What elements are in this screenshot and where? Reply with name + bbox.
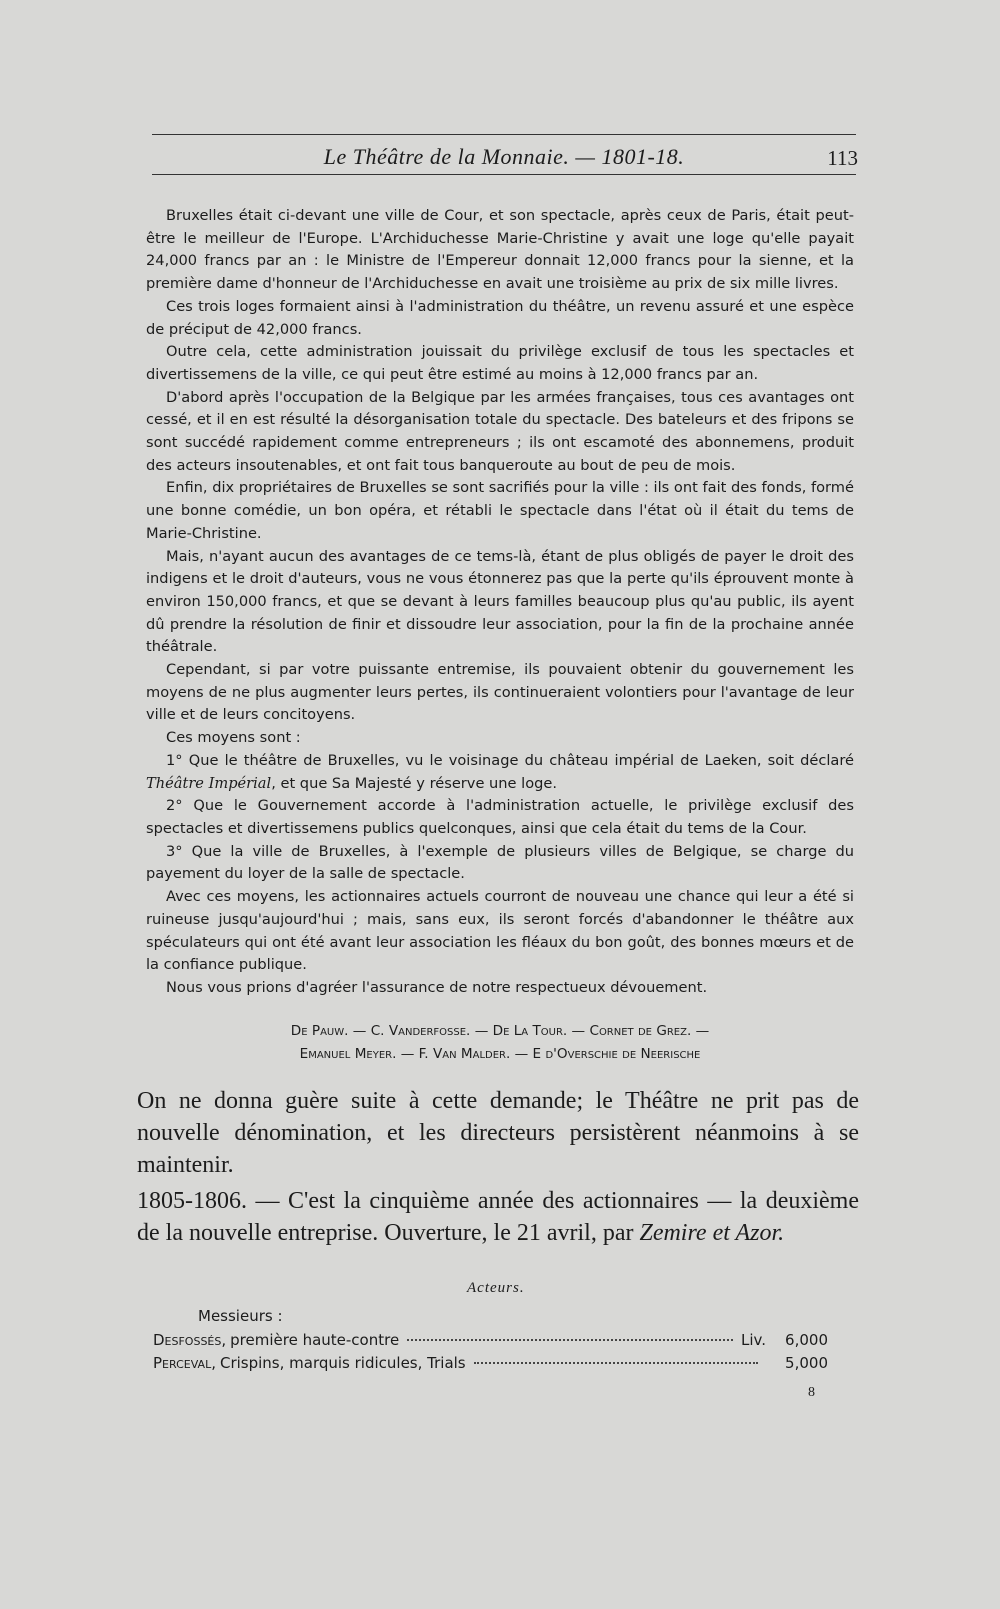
letter-paragraph: Ces moyens sont : (166, 729, 301, 747)
signatories-line-1: De Pauw. — C. Vanderfosse. — De La Tour. — Cornet de Grez. — (290, 1023, 710, 1039)
actor-role: Crispins, marquis ridicules, Trials (219, 1354, 466, 1372)
quoted-letter (146, 205, 854, 1000)
dot-leader (474, 1362, 758, 1364)
letter-paragraph: Outre cela, cette administration jouissait du privilège exclusif de tous les spectacles et divertissemens de la ville, ce qui peut être estimé au moins à 12,000 francs par an. (146, 343, 854, 383)
letter-paragraph: Cependant, si par votre puissante entremise, ils pouvaient obtenir du gouvernement les moyens de ne plus augmenter leurs pertes, ils continueraient volontiers pour l'avantage de leur ville et de leurs concitoyens. (146, 661, 854, 724)
salary-unit: Liv. (740, 1331, 766, 1349)
signatories (146, 1020, 854, 1066)
narrative-paragraph: On ne donna guère suite à cette demande; le Théâtre ne prit pas de nouvelle dénomination, et les directeurs persistèrent néanmoins à se maintenir. (137, 1088, 859, 1178)
dot-leader (407, 1339, 733, 1341)
running-header-title: Le Théâtre de la Monnaie. — 1801-18. (323, 144, 685, 169)
item-1-italic: Théâtre Impérial (146, 774, 272, 792)
cast-group-label: Messieurs : (198, 1307, 283, 1325)
letter-item-1 (146, 750, 854, 795)
actor-name: Perceval, (153, 1354, 216, 1372)
letter-paragraph: D'abord après l'occupation de la Belgique par les armées françaises, tous ces avantages ont cessé, et il en est résulté la désorganisation totale du spectacle. Des bateleurs et des fripons se sont succédé rapidement comme entrepreneurs ; ils ont escamoté des abonnemens, produit des acteurs insoutenables, et ont fait tous banqueroute au bout de peu de mois. (146, 388, 854, 474)
letter-paragraph: Bruxelles était ci-devant une ville de Cour, et son spectacle, après ceux de Paris, était peut-être le meilleur de l'Europe. L'Archiduchesse Marie-Christine y avait une loge qu'elle payait 24,000 francs par an : le Ministre de l'Empereur donnait 12,000 francs pour la sienne, et la première dame d'honneur de l'Archiduchesse en avait une troisième au prix de six mille livres. (146, 207, 854, 293)
cast-row (153, 1331, 828, 1349)
header-rule-top (152, 134, 856, 135)
item-1-text-end: , et que Sa Majesté y réserve une loge. (271, 774, 558, 792)
letter-item-3: 3° Que la ville de Bruxelles, à l'exemple de plusieurs villes de Belgique, se charge du payement du loyer de la salle de spectacle. (146, 842, 854, 883)
actor-name: Desfossés, (153, 1331, 227, 1349)
letter-closing: Avec ces moyens, les actionnaires actuels courront de nouveau une chance qui leur a été si ruineuse jusqu'aujourd'hui ; mais, sans eux, ils seront forcés d'abandonner le théâtre aux spéculateurs qui ont été avant leur association les fléaux du bon goût, des bonnes mœurs et de la confiance publique. (146, 888, 854, 974)
letter-closing-salutation: Nous vous prions d'agréer l'assurance de notre respectueux dévouement. (166, 978, 708, 996)
printer-signature-mark: 8 (808, 1385, 815, 1400)
letter-paragraph: Mais, n'ayant aucun des avantages de ce tems-là, étant de plus obligés de payer le droit des indigens et le droit d'auteurs, vous ne vous étonnerez pas que la perte qu'ils éprouvent monte à environ 150,000 francs, et que se devant à leurs familles beaucoup plus qu'au public, ils ayent dû prendre la résolution de finir et dissoudre leur association, pour la fin de la prochaine année théâtrale. (146, 547, 854, 656)
opening-work-title: Zemire et Azor. (639, 1220, 785, 1246)
letter-paragraph: Enfin, dix propriétaires de Bruxelles se sont sacrifiés pour la ville : ils ont fait des fonds, formé une bonne comédie, un bon opéra, et rétabli le spectacle dans l'état où il était du tems de Marie-Christine. (146, 479, 854, 542)
actor-role: première haute-contre (230, 1331, 400, 1349)
salary-amount: 6,000 (785, 1331, 828, 1349)
item-1-text: 1° Que le théâtre de Bruxelles, vu le voisinage du château impérial de Laeken, soit déclaré (166, 751, 854, 769)
page-number: 113 (827, 146, 858, 170)
signatories-line-2: Emanuel Meyer. — F. Van Malder. — E d'Overschie de Neerische (299, 1046, 701, 1062)
season-text: 1805-1806. — C'est la cinquième année des actionnaires — la deuxième de la nouvelle entreprise. Ouverture, le 21 avril, par (137, 1188, 859, 1246)
cast-row (153, 1354, 828, 1372)
season-paragraph (137, 1185, 859, 1249)
letter-item-2: 2° Que le Gouvernement accorde à l'administration actuelle, le privilège exclusif des spectacles et divertissemens publics quelconques, ainsi que cela était du tems de la Cour. (146, 797, 854, 837)
salary-amount: 5,000 (785, 1354, 828, 1372)
letter-paragraph: Ces trois loges formaient ainsi à l'administration du théâtre, un revenu assuré et une espèce de préciput de 42,000 francs. (146, 297, 854, 338)
header-rule-bottom (152, 174, 856, 175)
cast-heading: Acteurs. (467, 1280, 525, 1296)
